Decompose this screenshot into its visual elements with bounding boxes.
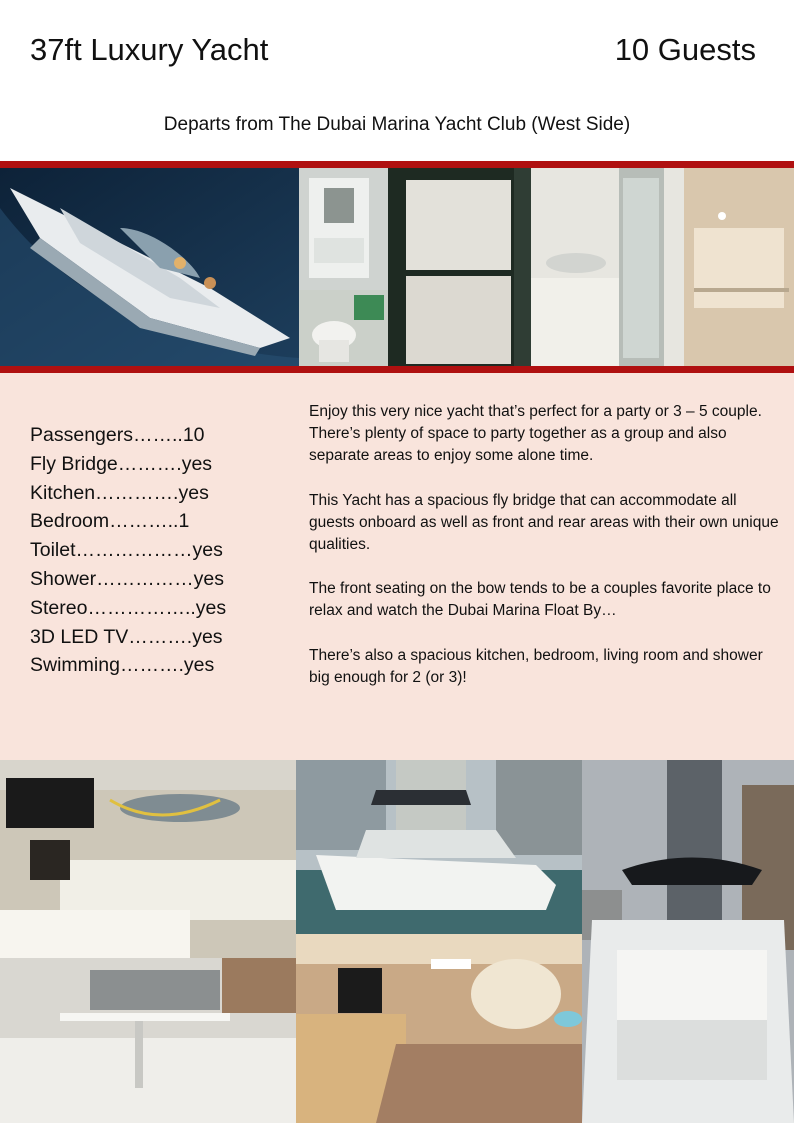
- spec-row-stereo: [30, 594, 226, 623]
- spec-label: Passengers: [30, 424, 133, 446]
- deck-photo: [299, 168, 388, 290]
- salon-photo: [0, 760, 296, 958]
- spec-label: Bedroom: [30, 510, 110, 533]
- red-divider-top: [0, 161, 794, 168]
- bow-seating-photo: [582, 760, 794, 1123]
- spec-dots: ……………..: [87, 596, 196, 619]
- description-paragraph: Enjoy this very nice yacht that’s perfect for a party or 3 – 5 couple. There’s plenty of space to party together as a group and also separate areas to enjoy some alone time.: [309, 403, 762, 465]
- description-paragraph: There’s also a spacious kitchen, bedroom, living room and shower big enough for 2 (or 3)!: [309, 646, 763, 686]
- spec-label: Toilet: [30, 539, 76, 562]
- description: [309, 401, 779, 711]
- spec-value: yes: [192, 539, 223, 562]
- spec-row-toilet: [30, 536, 226, 565]
- spec-list: [30, 421, 226, 680]
- spec-value: yes: [183, 654, 215, 677]
- spec-value: yes: [178, 481, 209, 504]
- spec-row-bedroom: [30, 507, 226, 536]
- spec-dots: ………………: [75, 539, 193, 562]
- photo-strip: [0, 168, 794, 366]
- description-paragraph: The front seating on the bow tends to be a couples favorite place to relax and watch the Dubai Marina Float By…: [309, 580, 771, 620]
- spec-dots: ……..: [132, 424, 183, 446]
- spec-label: Kitchen: [30, 481, 96, 504]
- toilet-photo: [299, 290, 388, 366]
- spec-value: yes: [193, 567, 224, 590]
- spec-label: Stereo: [30, 596, 88, 619]
- spec-label: Fly Bridge: [30, 452, 118, 475]
- description-paragraph: This Yacht has a spacious fly bridge that can accommodate all guests onboard as well as front and rear areas with their own unique qualities.: [309, 491, 779, 554]
- spec-row-shower: [30, 565, 226, 594]
- spec-value: yes: [195, 596, 227, 619]
- spec-row-swimming: [30, 651, 226, 680]
- spec-row-passengers: [30, 421, 226, 450]
- sink-photo: [531, 168, 684, 366]
- spec-dots: ……….: [117, 452, 182, 475]
- spec-row-fly-bridge: [30, 450, 226, 479]
- spec-value: 10: [182, 424, 205, 446]
- spec-label: Shower: [30, 567, 97, 590]
- spec-dots: ……….: [128, 625, 193, 648]
- photo-collage: [0, 760, 794, 1123]
- door-photo: [388, 168, 531, 366]
- salon-seating-photo: [0, 958, 296, 1123]
- info-panel: [0, 373, 794, 760]
- guest-count: 10 Guests: [614, 32, 756, 67]
- spec-row-kitchen: [30, 479, 226, 508]
- spec-value: yes: [181, 452, 213, 475]
- page-title: 37ft Luxury Yacht: [30, 32, 269, 67]
- spec-dots: ……………: [96, 567, 194, 590]
- cabin-bedroom-photo: [296, 934, 582, 1123]
- spec-value: yes: [192, 625, 223, 648]
- spec-dots: ……….: [119, 654, 184, 677]
- departure-info: Departs from The Dubai Marina Yacht Club (West Side): [163, 114, 631, 135]
- spec-value: 1: [178, 510, 190, 533]
- shower-photo: [684, 168, 794, 366]
- yacht-aerial-photo: [0, 168, 299, 366]
- red-divider-bottom: [0, 366, 794, 373]
- yacht-marina-photo: [296, 760, 582, 934]
- spec-row-3d-led-tv: [30, 623, 226, 652]
- spec-label: 3D LED TV: [30, 625, 129, 648]
- spec-dots: ………….: [95, 481, 179, 504]
- spec-label: Swimming: [30, 654, 120, 677]
- spec-dots: ………..: [109, 510, 179, 533]
